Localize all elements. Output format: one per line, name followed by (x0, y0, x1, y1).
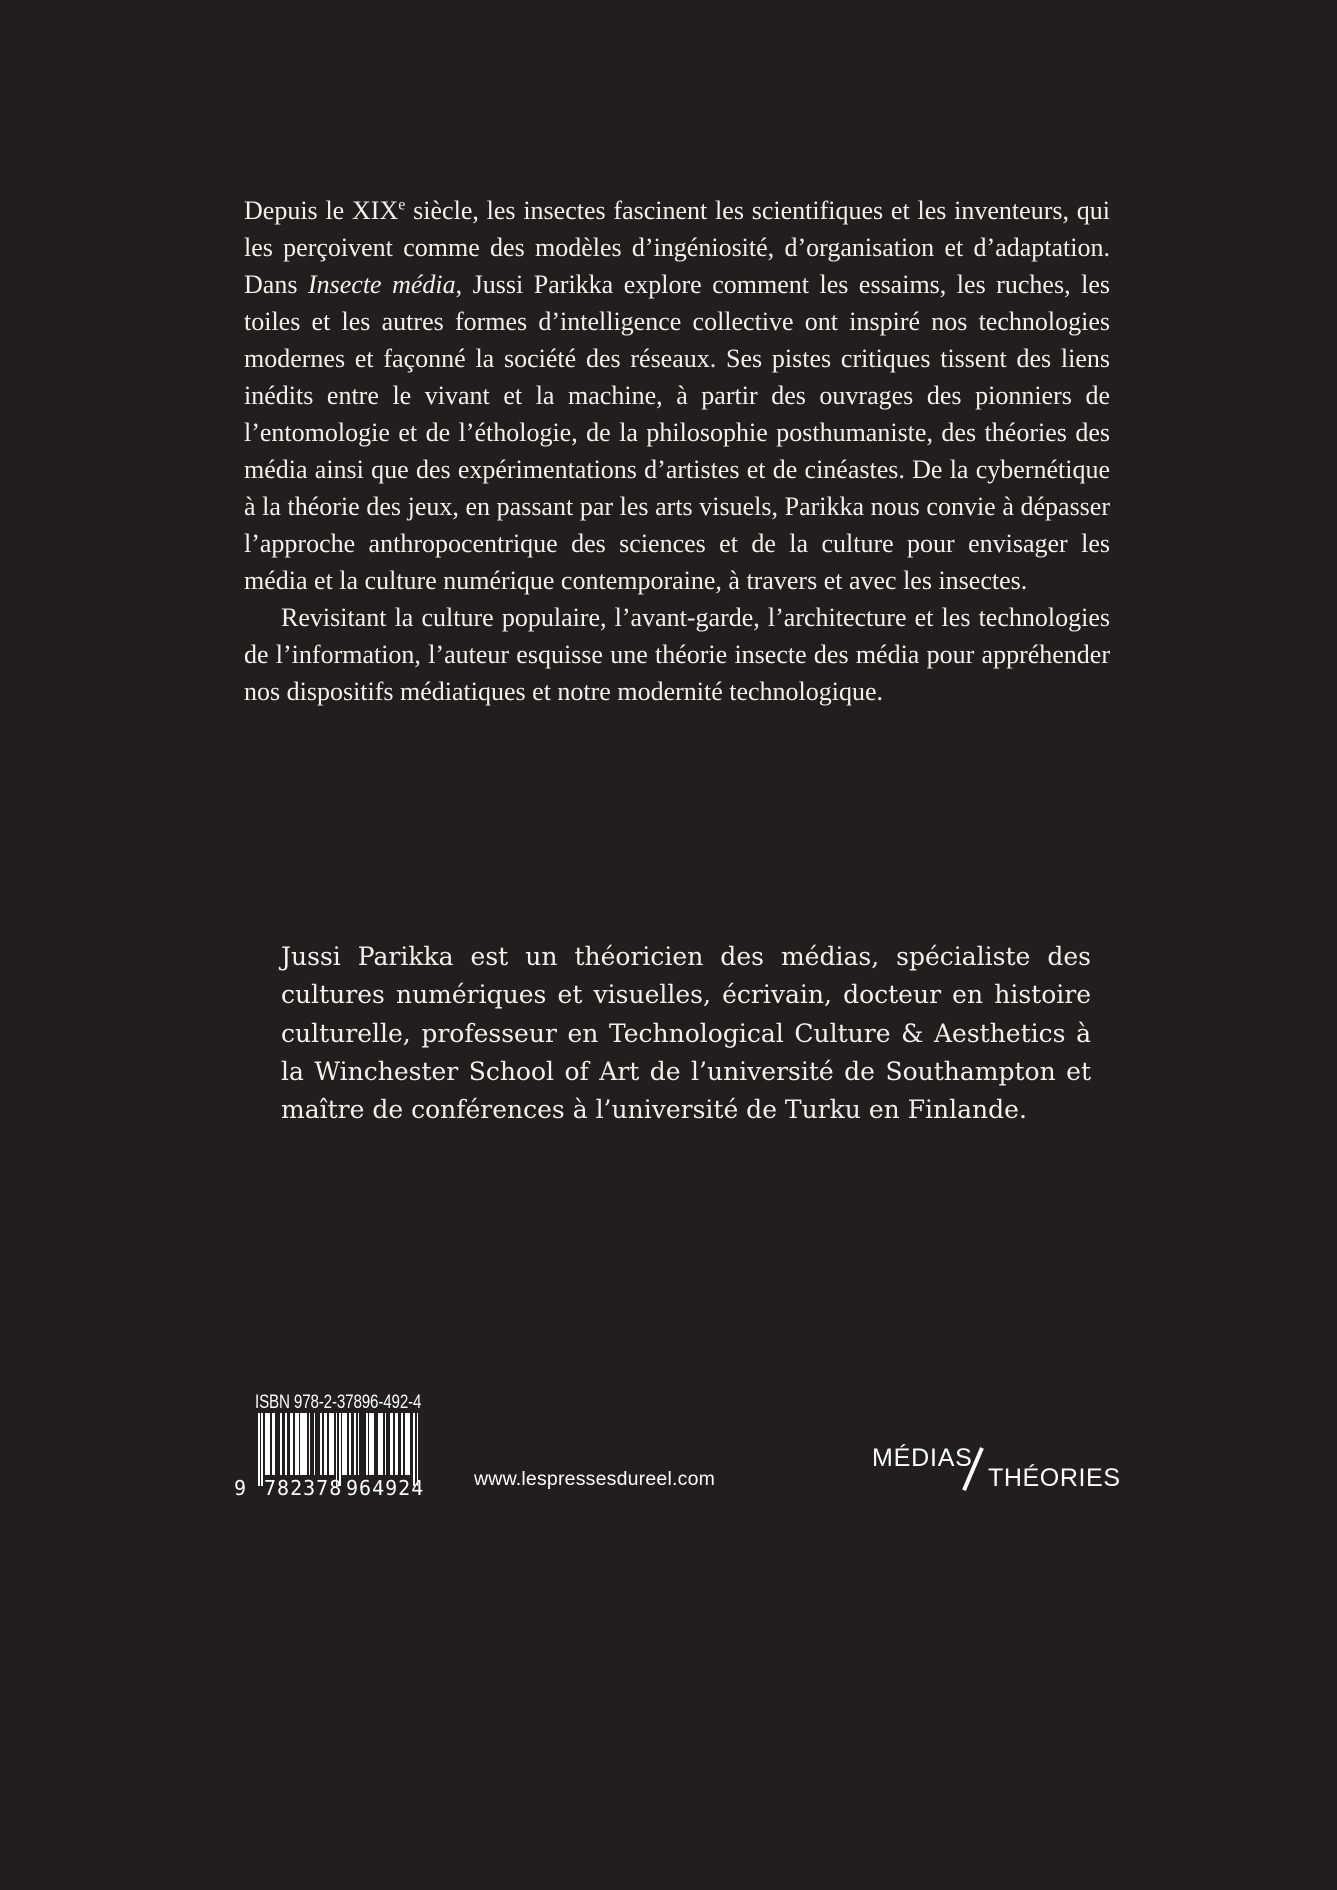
blurb-paragraph-1 (244, 192, 1110, 599)
collection-logo-theories: THÉORIES (988, 1464, 1121, 1492)
blurb-text-block (244, 192, 1110, 710)
isbn-barcode-block (234, 1392, 425, 1504)
barcode-right-digits: 964924 (346, 1476, 425, 1500)
publisher-website-url: www.lespressesdureel.com (474, 1468, 716, 1490)
barcode-digits (234, 1476, 425, 1502)
collection-logo-medias: MÉDIAS (872, 1444, 973, 1472)
blurb-p1-after-title: , Jussi Parikka explore comment les essaims, les ruches, les toiles et les autres formes d’intelligence collective ont inspiré nos technologies modernes et façonné la société des réseaux. Ses pistes critiques tissent des liens inédits entre le vivant et la machine, à partir des ouvrages des pionniers de l’entomologie et de l’éthologie, de la philosophie posthumaniste, des théories des média ainsi que des expérimentations d’artistes et de cinéastes. De la cybernétique à la théorie des jeux, en passant par les arts visuels, Parikka nous convie à dépasser l’approche anthropocentrique des sciences et de la culture pour envisager les média et la culture numérique contemporaine, à travers et avec les insectes. (244, 270, 1110, 595)
blurb-p1-start: Depuis le XIX (244, 196, 399, 225)
barcode-lead-digit: 9 (234, 1476, 247, 1500)
isbn-label: ISBN 978-2-37896-492-4 (255, 1392, 422, 1413)
blurb-paragraph-2: Revisitant la culture populaire, l’avant-garde, l’architecture et les technologies de l’information, l’auteur esquisse une théorie insecte des média pour appréhender nos dispositifs médiatiques et notre modernité technologique. (244, 603, 1110, 706)
blurb-p1-superscript: e (398, 196, 406, 214)
author-bio-block (281, 938, 1091, 1129)
author-bio-text: Jussi Parikka est un théoricien des médias, spécialiste des cultures numériques et visuelles, écrivain, docteur en histoire culturelle, professeur en Technological Culture & Aesthetics à la Winchester School of Art de l’université de Southampton et maître de conférences à l’université de Turku en Finlande. (281, 942, 1091, 1125)
book-title-italic: Insecte média (307, 270, 456, 299)
blurb-p1-before-title: siècle, les insectes fascinent les scientifiques et les inventeurs, qui les perçoivent comme des modèles d’ingéniosité, d’organisation et d’adaptation. Dans (244, 196, 1110, 299)
barcode-left-digits: 782378 (264, 1476, 343, 1500)
collection-logo (872, 1444, 1122, 1496)
